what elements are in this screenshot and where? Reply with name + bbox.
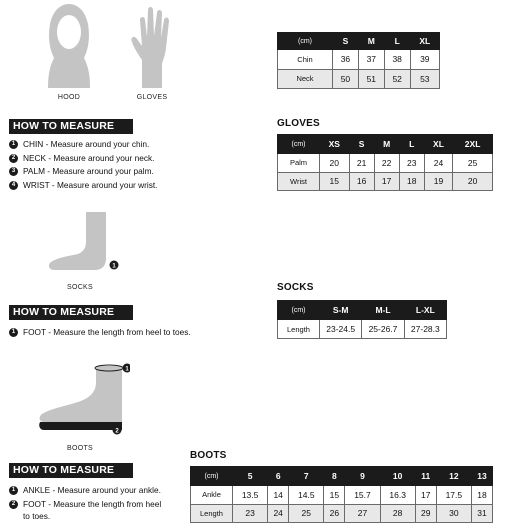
boots-table-title: BOOTS — [190, 450, 227, 461]
row-label: Length — [191, 504, 233, 523]
step-number-badge: 4 — [9, 181, 18, 190]
table-cell: 26 — [324, 504, 345, 523]
measure-step — [9, 138, 157, 152]
table-cell: 20 — [320, 154, 350, 173]
measure-steps-3 — [9, 484, 161, 522]
table-cell: 15 — [320, 172, 350, 191]
size-header: XS — [320, 135, 350, 154]
table-cell: 50 — [333, 69, 359, 89]
step-text: NECK - Measure around your neck. — [23, 152, 155, 163]
how-to-measure-heading-1: HOW TO MEASURE — [9, 119, 133, 134]
how-to-measure-heading-2: HOW TO MEASURE — [9, 305, 133, 320]
gloves-table-title: GLOVES — [277, 118, 320, 129]
row-label: Ankle — [191, 486, 233, 505]
table-cell: 17 — [415, 486, 436, 505]
boots-size-table — [190, 466, 493, 523]
how-to-measure-heading-3: HOW TO MEASURE — [9, 463, 133, 478]
measure-steps-2 — [9, 326, 191, 340]
hood-caption: HOOD — [57, 94, 81, 101]
size-header: 8 — [324, 467, 345, 486]
step-text: PALM - Measure around your palm. — [23, 166, 154, 177]
hood-illustration — [40, 2, 98, 88]
step-text: CHIN - Measure around your chin. — [23, 139, 150, 149]
gloves-illustration — [130, 4, 174, 88]
gloves-size-table — [277, 134, 493, 191]
size-header: XL — [410, 33, 439, 50]
boots-marker-foot: 2 — [115, 428, 119, 435]
size-header: M — [374, 135, 399, 154]
table-cell: 37 — [358, 50, 384, 70]
row-label: Wrist — [278, 172, 320, 191]
table-cell: 31 — [471, 504, 492, 523]
socks-caption: SOCKS — [66, 284, 93, 291]
step-number-badge: 2 — [9, 154, 18, 163]
unit-header: (cm) — [191, 467, 233, 486]
table-cell: 22 — [374, 154, 399, 173]
table-cell: 25 — [289, 504, 324, 523]
size-header: 11 — [415, 467, 436, 486]
size-header: L — [384, 33, 410, 50]
step-number-badge: 1 — [9, 140, 18, 149]
gloves-caption: GLOVES — [136, 94, 168, 101]
table-cell: 51 — [358, 69, 384, 89]
measure-step — [9, 498, 161, 512]
table-cell: 29 — [415, 504, 436, 523]
table-cell: 39 — [410, 50, 439, 70]
table-cell: 17.5 — [436, 486, 471, 505]
size-header: S — [349, 135, 374, 154]
size-header: M-L — [362, 301, 404, 320]
table-cell: 17 — [374, 172, 399, 191]
table-cell: 27-28.3 — [404, 320, 446, 339]
table-row — [278, 172, 493, 191]
size-header: 10 — [380, 467, 415, 486]
size-header: L — [399, 135, 424, 154]
row-label: Chin — [278, 50, 333, 70]
table-cell: 16 — [349, 172, 374, 191]
unit-header: (cm) — [278, 135, 320, 154]
size-header: 13 — [471, 467, 492, 486]
unit-header: (cm) — [278, 33, 333, 50]
table-cell: 27 — [345, 504, 380, 523]
step-number-badge: 3 — [9, 167, 18, 176]
table-cell: 21 — [349, 154, 374, 173]
table-cell: 14 — [268, 486, 289, 505]
measure-step — [9, 326, 191, 340]
step-text: WRIST - Measure around your wrist. — [23, 179, 158, 190]
table-cell: 18 — [399, 172, 424, 191]
table-cell: 14.5 — [289, 486, 324, 505]
size-header: 5 — [233, 467, 268, 486]
table-row — [191, 504, 493, 523]
table-cell: 23 — [233, 504, 268, 523]
step-text: FOOT - Measure the length from heel to toes. — [23, 327, 191, 337]
table-cell: 36 — [333, 50, 359, 70]
row-label: Palm — [278, 154, 320, 173]
size-header: 6 — [268, 467, 289, 486]
size-header: 2XL — [453, 135, 493, 154]
table-cell: 53 — [410, 69, 439, 89]
boots-caption: BOOTS — [66, 445, 93, 452]
table-cell: 28 — [380, 504, 415, 523]
table-cell: 24 — [268, 504, 289, 523]
step-number-badge: 1 — [9, 328, 18, 337]
row-label: Length — [278, 320, 320, 339]
size-header: 9 — [345, 467, 380, 486]
size-header: M — [358, 33, 384, 50]
table-cell: 25-26.7 — [362, 320, 404, 339]
measure-step-continuation: to toes. — [23, 511, 51, 522]
measure-step — [9, 152, 157, 166]
step-text: ANKLE - Measure around your ankle. — [23, 485, 161, 495]
boots-illustration — [34, 362, 130, 438]
step-number-badge: 1 — [9, 486, 18, 495]
measure-step — [9, 484, 161, 498]
size-header: XL — [424, 135, 452, 154]
hood-size-table — [277, 32, 440, 89]
table-cell: 30 — [436, 504, 471, 523]
size-header: L-XL — [404, 301, 446, 320]
step-text: FOOT - Measure the length from heel — [23, 498, 162, 509]
step-number-badge: 2 — [9, 500, 18, 509]
table-cell: 24 — [424, 154, 452, 173]
socks-size-table — [277, 300, 447, 339]
table-cell: 13.5 — [233, 486, 268, 505]
measure-step — [9, 165, 157, 179]
size-header: 7 — [289, 467, 324, 486]
table-cell: 16.3 — [380, 486, 415, 505]
measure-step — [9, 179, 157, 193]
table-row — [278, 320, 447, 339]
socks-marker: 1 — [112, 263, 116, 270]
table-row — [191, 486, 493, 505]
table-cell: 25 — [453, 154, 493, 173]
unit-header: (cm) — [278, 301, 320, 320]
table-cell: 23-24.5 — [320, 320, 362, 339]
table-cell: 23 — [399, 154, 424, 173]
socks-illustration — [44, 208, 124, 274]
table-cell: 20 — [453, 172, 493, 191]
size-header: 12 — [436, 467, 471, 486]
table-row — [278, 154, 493, 173]
table-cell: 19 — [424, 172, 452, 191]
size-header: S — [333, 33, 359, 50]
table-row — [278, 50, 440, 70]
table-cell: 18 — [471, 486, 492, 505]
table-cell: 15 — [324, 486, 345, 505]
table-cell: 52 — [384, 69, 410, 89]
table-cell: 15.7 — [345, 486, 380, 505]
socks-table-title: SOCKS — [277, 282, 314, 293]
boots-marker-ankle: 1 — [125, 366, 129, 373]
table-cell: 38 — [384, 50, 410, 70]
row-label: Neck — [278, 69, 333, 89]
size-header: S-M — [320, 301, 362, 320]
measure-steps-1 — [9, 138, 157, 192]
table-row — [278, 69, 440, 89]
